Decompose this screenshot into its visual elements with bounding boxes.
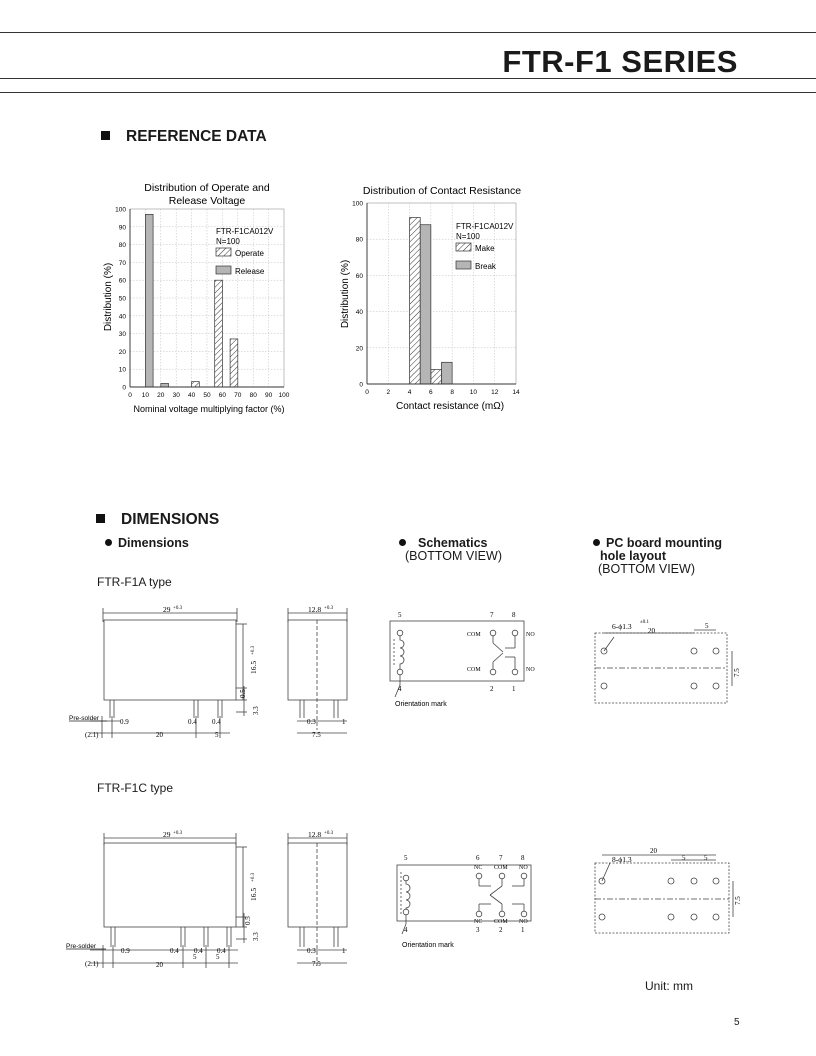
f1a-pin-2: 2 bbox=[490, 685, 494, 693]
c1-xtick-label: 50 bbox=[203, 392, 211, 399]
f1a-pcb-layout bbox=[590, 615, 745, 710]
c2-xtick-label: 0 bbox=[365, 389, 369, 396]
chart1-legend-title-2: N=100 bbox=[216, 237, 240, 246]
type-c-label: FTR-F1C type bbox=[97, 781, 174, 795]
f1a-d75: 7.5 bbox=[312, 731, 321, 739]
unit-label: Unit: mm bbox=[645, 979, 693, 993]
f1a-pin-1: 1 bbox=[512, 685, 516, 693]
f1c-hole-spec: 8-ϕ1.3 bbox=[612, 855, 632, 864]
chart2-ylabel: Distribution (%) bbox=[340, 259, 351, 329]
f1c-d75: 7.5 bbox=[312, 960, 321, 968]
sub-pcb-line1: PC board mounting bbox=[606, 536, 722, 550]
c1-xtick-label: 0 bbox=[128, 392, 132, 399]
square-bullet-icon bbox=[101, 131, 110, 140]
dimensions-title bbox=[96, 511, 219, 529]
c2-ytick-label: 0 bbox=[359, 381, 363, 389]
chart1-title-line1: Distribution of Operate and bbox=[144, 182, 270, 194]
f1c-side-view-drawing bbox=[60, 825, 270, 975]
f1a-d05: 0.5 bbox=[239, 689, 247, 698]
f1c-com-top: COM bbox=[494, 865, 508, 871]
sub-schematics bbox=[399, 537, 502, 563]
c2-xtick-label: 10 bbox=[469, 389, 478, 396]
f1c-d1: 1 bbox=[342, 947, 346, 955]
f1c-pcb-d20: 20 bbox=[650, 847, 657, 855]
f1c-pin-7: 7 bbox=[499, 854, 503, 862]
chart1-legend-title-1: FTR-F1CA012V bbox=[216, 227, 274, 236]
c2-ytick-label: 40 bbox=[355, 309, 363, 317]
f1a-d1: 1 bbox=[342, 718, 346, 726]
chart2-y-ticks bbox=[352, 201, 363, 389]
c1-ytick-label: 40 bbox=[118, 313, 126, 321]
c1-xtick-label: 10 bbox=[141, 392, 150, 399]
chart2-legend-make-label: Make bbox=[475, 244, 495, 253]
f1a-width-tol: +0.3 bbox=[324, 606, 334, 611]
f1a-d5: 5 bbox=[215, 731, 219, 739]
f1c-com-bottom: COM bbox=[494, 919, 508, 925]
c1-ytick-label: 30 bbox=[118, 331, 126, 339]
chart1-xlabel: Nominal voltage multiplying factor (%) bbox=[133, 404, 285, 414]
sub-schematics-label: Schematics bbox=[418, 536, 488, 550]
bullet-icon bbox=[399, 539, 406, 546]
f1a-d33: 3.3 bbox=[252, 706, 260, 715]
f1a-height-value: 16.5 bbox=[249, 660, 258, 674]
f1c-pcb-layout bbox=[590, 843, 745, 938]
chart1-ylabel: Distribution (%) bbox=[103, 262, 114, 332]
f1c-pin-6: 6 bbox=[476, 854, 480, 862]
chart2-legend-title-1: FTR-F1CA012V bbox=[456, 222, 514, 231]
f1c-pin-2: 2 bbox=[499, 926, 503, 934]
c2-xtick-label: 8 bbox=[450, 389, 454, 396]
f1a-hole-spec: 6-ϕ1.3 bbox=[612, 622, 632, 631]
header-top-rule bbox=[0, 32, 816, 33]
f1c-nc-top: NC bbox=[474, 865, 483, 871]
f1c-pcb-d75: 7.5 bbox=[734, 896, 742, 905]
c1-xtick-label: 100 bbox=[278, 392, 290, 399]
series-title: FTR-F1 SERIES bbox=[502, 44, 738, 79]
c1-ytick-label: 80 bbox=[118, 242, 126, 250]
c1-bar-operate bbox=[192, 382, 200, 387]
f1a-hole-tol: ±0.1 bbox=[640, 620, 649, 625]
c1-xtick-label: 70 bbox=[234, 392, 242, 399]
bullet-icon bbox=[593, 539, 600, 546]
c1-ytick-label: 0 bbox=[122, 384, 126, 392]
f1c-pcb-d5a: 5 bbox=[682, 854, 686, 862]
c1-bar-release bbox=[145, 214, 153, 387]
f1c-length-tol: +0.3 bbox=[173, 831, 183, 836]
f1c-d04c: 0.4 bbox=[217, 947, 226, 955]
chart1-legend-release-swatch bbox=[216, 266, 231, 274]
c2-xtick-label: 12 bbox=[491, 389, 499, 396]
c1-bar-release bbox=[161, 383, 169, 387]
c2-ytick-label: 20 bbox=[355, 345, 363, 353]
f1c-no-bottom: NO bbox=[519, 919, 528, 925]
f1c-nc-bottom: NC bbox=[474, 919, 483, 925]
f1c-d09: 0.9 bbox=[121, 947, 130, 955]
f1c-d5b: 5 bbox=[216, 953, 220, 961]
f1c-d03: 0.3 bbox=[307, 947, 316, 955]
c1-xtick-label: 90 bbox=[264, 392, 273, 399]
f1a-pin-5: 5 bbox=[398, 611, 402, 619]
bullet-icon bbox=[105, 539, 112, 546]
type-a-label: FTR-F1A type bbox=[97, 575, 172, 589]
c1-xtick-label: 20 bbox=[157, 392, 165, 399]
square-bullet-icon bbox=[96, 514, 105, 523]
c1-ytick-label: 70 bbox=[118, 259, 126, 267]
c1-ytick-label: 50 bbox=[118, 295, 126, 303]
chart2-legend-make-swatch bbox=[456, 243, 471, 251]
sub-pcb-view: (BOTTOM VIEW) bbox=[598, 562, 695, 576]
f1a-end-view-drawing bbox=[282, 600, 362, 745]
f1a-com-top: COM bbox=[467, 632, 481, 638]
c1-xtick-label: 30 bbox=[172, 392, 180, 399]
f1c-pin-3: 3 bbox=[476, 926, 480, 934]
c1-bar-operate bbox=[230, 339, 238, 387]
f1c-d20: 20 bbox=[156, 961, 163, 969]
f1a-height-tol: +0.3 bbox=[251, 645, 256, 655]
c1-ytick-label: 60 bbox=[118, 277, 126, 285]
c2-xtick-label: 4 bbox=[407, 389, 412, 396]
f1a-side-view-drawing bbox=[60, 600, 270, 745]
f1c-d05: 0.5 bbox=[244, 916, 252, 925]
f1a-length-tol: +0.3 bbox=[173, 606, 183, 611]
chart1-legend-operate-swatch bbox=[216, 248, 231, 256]
c2-bar-break bbox=[442, 362, 453, 384]
f1c-no-top: NO bbox=[519, 865, 528, 871]
f1a-pin-8: 8 bbox=[512, 611, 516, 619]
f1a-orientation-mark: Orientation mark bbox=[395, 701, 447, 708]
c1-xtick-label: 40 bbox=[187, 392, 196, 399]
f1a-pin-4: 4 bbox=[398, 685, 402, 693]
sub-pcb bbox=[593, 537, 722, 576]
chart2-legend-title-2: N=100 bbox=[456, 232, 480, 241]
sub-dimensions bbox=[105, 537, 189, 550]
f1c-d5a: 5 bbox=[193, 953, 197, 961]
c1-ytick-label: 100 bbox=[115, 206, 126, 214]
header-sub-rule bbox=[0, 92, 816, 93]
f1a-d04b: 0.4 bbox=[212, 718, 221, 726]
chart1-x-ticks bbox=[128, 392, 290, 399]
f1a-width-value: 12.8 bbox=[308, 605, 322, 614]
f1a-pcb-d20: 20 bbox=[648, 627, 655, 635]
c1-ytick-label: 20 bbox=[118, 348, 126, 356]
f1a-pcb-d75: 7.5 bbox=[733, 668, 741, 677]
reference-data-label: REFERENCE DATA bbox=[126, 128, 267, 145]
f1c-height-value: 16.5 bbox=[249, 887, 258, 901]
chart-operate-release bbox=[95, 175, 310, 425]
chart-contact-resistance bbox=[332, 178, 532, 423]
c2-ytick-label: 80 bbox=[355, 236, 363, 244]
f1a-d20: 20 bbox=[156, 731, 163, 739]
header-bottom-rule bbox=[0, 78, 816, 79]
f1a-length-value: 29 bbox=[163, 605, 171, 614]
f1c-pin-1: 1 bbox=[521, 926, 525, 934]
c1-xtick-label: 80 bbox=[249, 392, 257, 399]
sub-schematics-view: (BOTTOM VIEW) bbox=[405, 549, 502, 563]
f1c-pre-solder: Pre-solder bbox=[66, 943, 96, 950]
f1c-d04b: 0.4 bbox=[194, 947, 203, 955]
f1a-d04a: 0.4 bbox=[188, 718, 197, 726]
f1c-width-value: 12.8 bbox=[308, 830, 322, 839]
c2-xtick-label: 14 bbox=[512, 389, 520, 396]
f1c-pin-5: 5 bbox=[404, 854, 408, 862]
f1a-com-bottom: COM bbox=[467, 667, 481, 673]
chart1-legend-release-label: Release bbox=[235, 267, 265, 276]
chart2-xlabel: Contact resistance (mΩ) bbox=[395, 401, 505, 412]
chart2-legend-break-swatch bbox=[456, 261, 471, 269]
f1c-pin-4: 4 bbox=[404, 926, 408, 934]
dimensions-label: DIMENSIONS bbox=[121, 511, 220, 528]
f1a-schematic bbox=[385, 605, 540, 710]
chart2-x-ticks bbox=[365, 389, 520, 396]
f1c-pin-8: 8 bbox=[521, 854, 525, 862]
c1-ytick-label: 10 bbox=[118, 366, 126, 374]
c2-bar-make bbox=[410, 217, 421, 384]
f1c-d33: 3.3 bbox=[252, 932, 260, 941]
f1c-d04a: 0.4 bbox=[170, 947, 179, 955]
chart1-title-line2: Release Voltage bbox=[168, 195, 246, 207]
f1a-d03: 0.3 bbox=[307, 718, 316, 726]
sub-pcb-line2: hole layout bbox=[600, 549, 666, 563]
f1c-width-tol: +0.3 bbox=[324, 831, 334, 836]
f1c-height-tol: +0.3 bbox=[251, 872, 256, 882]
chart2-title: Distribution of Contact Resistance bbox=[362, 185, 522, 197]
c2-bar-break bbox=[420, 225, 431, 384]
sub-dimensions-label: Dimensions bbox=[118, 536, 189, 550]
f1a-d09: 0.9 bbox=[120, 718, 129, 726]
f1c-end-view-drawing bbox=[282, 825, 362, 975]
c2-ytick-label: 60 bbox=[355, 272, 363, 280]
f1a-d21: (2.1) bbox=[85, 731, 99, 739]
c2-xtick-label: 6 bbox=[429, 389, 433, 396]
page-number: 5 bbox=[734, 1017, 740, 1028]
c2-xtick-label: 2 bbox=[386, 389, 391, 396]
f1c-schematic bbox=[392, 850, 547, 955]
c1-ytick-label: 90 bbox=[118, 224, 126, 232]
f1a-no-top: NO bbox=[526, 632, 535, 638]
c2-bar-make bbox=[431, 370, 442, 384]
reference-data-title bbox=[101, 128, 267, 146]
f1a-pin-7: 7 bbox=[490, 611, 494, 619]
f1a-no-bottom: NO bbox=[526, 667, 535, 673]
f1c-pcb-d5b: 5 bbox=[704, 854, 708, 862]
chart1-y-ticks bbox=[115, 207, 126, 392]
f1c-length-value: 29 bbox=[163, 830, 171, 839]
chart2-legend-break-label: Break bbox=[475, 262, 496, 271]
c1-bar-operate bbox=[215, 280, 223, 387]
f1c-d21: (2.1) bbox=[85, 960, 99, 968]
f1a-pcb-d5: 5 bbox=[705, 622, 709, 630]
c2-ytick-label: 100 bbox=[352, 200, 363, 208]
f1a-pre-solder: Pre-solder bbox=[69, 715, 99, 722]
c1-xtick-label: 60 bbox=[218, 392, 227, 399]
f1c-orientation-mark: Orientation mark bbox=[402, 942, 454, 949]
chart1-legend-operate-label: Operate bbox=[235, 249, 264, 258]
